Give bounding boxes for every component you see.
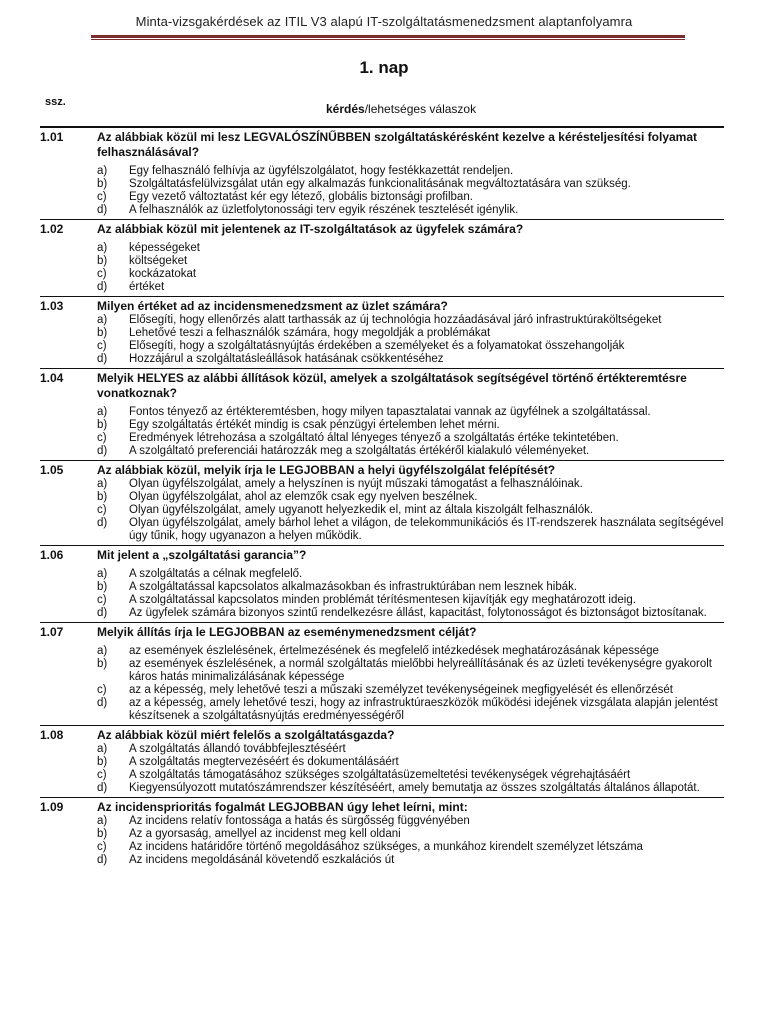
answer-option-letter: b): [97, 255, 108, 267]
answer-option-letter: b): [97, 419, 108, 431]
answer-option-text: Az incidens határidőre történő megoldásához szükséges, a munkához kirendelt személyzet létszáma: [129, 841, 643, 853]
answer-option: [97, 191, 724, 204]
question-row: [40, 725, 724, 797]
question-number: 1.08: [40, 728, 64, 742]
answer-option-letter: a): [97, 568, 108, 580]
answer-options: [97, 743, 724, 795]
answer-option-text: Az ügyfelek számára bizonyos szintű rendelkezésre állást, kapacitást, folytonosságot és biztonságot biztosítanak.: [129, 607, 707, 619]
answer-option-text: Hozzájárul a szolgáltatásleállások hatásának csökkentéséhez: [129, 353, 444, 365]
answer-option: [97, 568, 724, 581]
answer-option: [97, 697, 724, 723]
question-body: [97, 462, 724, 543]
answer-option: [97, 165, 724, 178]
answer-option-text: kockázatokat: [129, 268, 197, 280]
answer-option: [97, 255, 724, 268]
answer-option-text: A szolgáltatás állandó továbbfejlesztéséért: [129, 743, 346, 755]
answer-option-letter: c): [97, 340, 107, 352]
answer-option-text: az a képesség, mely lehetővé teszi a műszaki személyzet tevékenységeinek megfigyelését és ellenőrzését: [129, 684, 673, 696]
answer-option: [97, 782, 724, 795]
column-header-question-rest: /lehetséges válaszok: [364, 102, 477, 116]
answer-option-letter: d): [97, 204, 108, 216]
answer-option-text: Egy felhasználó felhívja az ügyfélszolgálatot, hogy festékkazettát rendeljen.: [129, 165, 514, 177]
answer-option-text: Elősegíti, hogy a szolgáltatásnyújtás érdekében a személyeket és a folyamatokat összehangolják: [129, 340, 625, 352]
answer-option-letter: a): [97, 406, 108, 418]
question-text: Milyen értéket ad az incidensmenedzsment az üzlet számára?: [97, 299, 448, 313]
question-body: [97, 298, 724, 366]
answer-option-text: Olyan ügyfélszolgálat, ahol az elemzők csak egy nyelven beszélnek.: [129, 491, 478, 503]
question-body: [97, 221, 724, 294]
column-header-number: ssz.: [45, 96, 66, 108]
answer-option: [97, 478, 724, 491]
answer-option-text: az események észlelésének, a normál szolgáltatás mielőbbi helyreállításának és az üzleti tevékenységre gyakorolt káros hatás minimalizálásának képessége: [129, 658, 712, 683]
answer-option: [97, 491, 724, 504]
answer-option-text: A szolgáltatás támogatásához szükséges szolgáltatásüzemeltetési tevékenységek végrehajtásáért: [129, 769, 631, 781]
question-text: Az alábbiak közül mit jelentenek az IT-szolgáltatások az ügyfelek számára?: [97, 222, 524, 236]
answer-option: [97, 684, 724, 697]
answer-option-letter: c): [97, 268, 107, 280]
question-text: Mit jelent a „szolgáltatási garancia”?: [97, 548, 307, 562]
question-row: [40, 368, 724, 460]
answer-option-text: A szolgáltatással kapcsolatos alkalmazásokban és infrastruktúrában nem lesznek hibák.: [129, 581, 578, 593]
answer-option-letter: d): [97, 281, 108, 293]
question-number: 1.03: [40, 299, 64, 313]
answer-option-letter: c): [97, 769, 107, 781]
question-text: Melyik állítás írja le LEGJOBBAN az eseménymenedzsment célját?: [97, 625, 477, 639]
answer-option-text: Olyan ügyfélszolgálat, amely bárhol lehet a világon, de telekommunikációs és IT-rendszerek használata segítségével úgy tűnik, hogy ugyanazon a helyen működik.: [129, 517, 724, 542]
answer-option: [97, 281, 724, 294]
answer-option-letter: a): [97, 314, 108, 326]
answer-option: [97, 815, 724, 828]
answer-option-text: Olyan ügyfélszolgálat, amely ugyanott helyezkedik el, mint az általa kiszolgált felhasználók.: [129, 504, 594, 516]
answer-options: [97, 242, 724, 294]
answer-option: [97, 828, 724, 841]
answer-option-text: képességeket: [129, 242, 200, 254]
answer-option-letter: b): [97, 327, 108, 339]
answer-option-text: Egy vezető változtatást kér egy létező, globális biztonsági profilban.: [129, 191, 473, 203]
answer-option-text: költségeket: [129, 255, 188, 267]
answer-option-text: Az incidens relatív fontossága a hatás és sürgősség függvényében: [129, 815, 470, 827]
answer-option: [97, 743, 724, 756]
question-body: [97, 799, 724, 867]
answer-option-letter: c): [97, 504, 107, 516]
question-number: 1.09: [40, 800, 64, 814]
answer-option-text: az a képesség, amely lehetővé teszi, hogy az infrastruktúraeszközök működési idejének vizsgálata alapján jelentést készítsenek a szolgáltatásnyújtás eredményességéről: [129, 697, 718, 722]
answer-options: [97, 165, 724, 217]
answer-options: [97, 568, 724, 620]
answer-option: [97, 769, 724, 782]
question-number: 1.01: [40, 130, 64, 144]
answer-options: [97, 645, 724, 723]
answer-option-letter: b): [97, 658, 108, 670]
question-row: [40, 126, 724, 219]
answer-option-letter: d): [97, 782, 108, 794]
question-text: Az alábbiak közül mi lesz LEGVALÓSZÍNŰBBEN szolgáltatáskérésként kezelve a kérésteljesítési folyamat felhasználásával?: [97, 130, 698, 159]
question-row: [40, 622, 724, 725]
answer-option-letter: d): [97, 517, 108, 529]
question-table: [40, 126, 724, 869]
answer-option-letter: b): [97, 756, 108, 768]
answer-options: [97, 406, 724, 458]
question-body: [97, 370, 724, 458]
answer-option-letter: a): [97, 242, 108, 254]
column-header-question-bold: kérdés: [326, 102, 365, 116]
question-row: [40, 296, 724, 368]
answer-option-letter: c): [97, 191, 107, 203]
answer-option-text: A felhasználók az üzletfolytonossági terv egyik részének tesztelését igénylik.: [129, 204, 519, 216]
answer-option: [97, 504, 724, 517]
question-number: 1.02: [40, 222, 64, 236]
answer-option: [97, 581, 724, 594]
answer-option-text: A szolgáltató preferenciái határozzák meg a szolgáltatás értékéről kialakuló véleményeket.: [129, 445, 590, 457]
answer-option-letter: d): [97, 445, 108, 457]
answer-option: [97, 204, 724, 217]
answer-option-letter: d): [97, 854, 108, 866]
question-body: [97, 547, 724, 620]
answer-option-letter: d): [97, 353, 108, 365]
answer-option-text: Az incidens megoldásánál követendő eszkalációs út: [129, 854, 395, 866]
answer-option-letter: b): [97, 491, 108, 503]
answer-option-letter: c): [97, 594, 107, 606]
question-text: Az alábbiak közül, melyik írja le LEGJOBBAN a helyi ügyfélszolgálat felépítését?: [97, 463, 556, 477]
document-header: Minta-vizsgakérdések az ITIL V3 alapú IT-szolgáltatásmenedzsment alaptanfolyamra: [135, 14, 633, 29]
question-number: 1.07: [40, 625, 64, 639]
answer-options: [97, 478, 724, 543]
question-row: [40, 460, 724, 545]
answer-option-letter: d): [97, 607, 108, 619]
question-body: [97, 727, 724, 795]
answer-option-letter: a): [97, 743, 108, 755]
question-text: Melyik HELYES az alábbi állítások közül, amelyek a szolgáltatások segítségével történő értékteremtésre vonatkoznak?: [97, 371, 687, 400]
answer-option-letter: a): [97, 165, 108, 177]
question-text: Az incidensprioritás fogalmát LEGJOBBAN úgy lehet leírni, mint:: [97, 800, 468, 814]
answer-option-letter: a): [97, 645, 108, 657]
question-row: [40, 219, 724, 296]
answer-option: [97, 242, 724, 255]
question-body: [97, 129, 724, 217]
answer-option-text: Olyan ügyfélszolgálat, amely a helyszínen is nyújt műszaki támogatást a felhasználóinak.: [129, 478, 583, 490]
answer-option: [97, 445, 724, 458]
answer-option-text: A szolgáltatás megtervezéséért és dokumentálásáért: [129, 756, 399, 768]
question-number: 1.05: [40, 463, 64, 477]
header-rule: [91, 35, 685, 40]
answer-option-letter: b): [97, 828, 108, 840]
answer-option: [97, 268, 724, 281]
answer-option-text: Fontos tényező az értékteremtésben, hogy milyen tapasztalatai vannak az ügyfélnek a szolgáltatással.: [129, 406, 651, 418]
answer-options: [97, 815, 724, 867]
answer-option: [97, 594, 724, 607]
answer-option: [97, 854, 724, 867]
answer-option: [97, 658, 724, 684]
answer-option-letter: b): [97, 581, 108, 593]
answer-option-text: az események észlelésének, értelmezésének és megfelelő intézkedések meghatározásának képessége: [129, 645, 659, 657]
answer-option: [97, 406, 724, 419]
answer-option: [97, 432, 724, 445]
answer-option: [97, 178, 724, 191]
question-row: [40, 797, 724, 869]
answer-option-text: értéket: [129, 281, 165, 293]
question-body: [97, 624, 724, 723]
answer-option: [97, 841, 724, 854]
answer-option-text: Elősegíti, hogy ellenőrzés alatt tarthassák az új technológia hozzáadásával járó infrastruktúraköltségeket: [129, 314, 662, 326]
answer-option: [97, 607, 724, 620]
answer-option-text: Eredmények létrehozása a szolgáltató által lényeges tényező a szolgáltatás értéke tekintetében.: [129, 432, 619, 444]
question-number: 1.04: [40, 371, 64, 385]
answer-option: [97, 314, 724, 327]
question-row: [40, 545, 724, 622]
answer-option: [97, 340, 724, 353]
answer-option-text: Egy szolgáltatás értékét mindig is csak pénzügyi értelemben lehet mérni.: [129, 419, 500, 431]
answer-option-letter: b): [97, 178, 108, 190]
answer-option: [97, 756, 724, 769]
answer-option: [97, 327, 724, 340]
answer-option-letter: c): [97, 432, 107, 444]
answer-option-letter: a): [97, 478, 108, 490]
answer-options: [97, 314, 724, 366]
column-header-question: [326, 102, 476, 116]
answer-option-text: Szolgáltatásfelülvizsgálat után egy alkalmazás funkcionalitásának megváltoztatására van szükség.: [129, 178, 631, 190]
answer-option: [97, 517, 724, 543]
answer-option: [97, 419, 724, 432]
answer-option-letter: d): [97, 697, 108, 709]
answer-option-text: A szolgáltatással kapcsolatos minden problémát térítésmentesen kijavítják egy meghatározott ideig.: [129, 594, 636, 606]
answer-option-text: Lehetővé teszi a felhasználók számára, hogy megoldják a problémákat: [129, 327, 491, 339]
answer-option-letter: c): [97, 841, 107, 853]
day-title: 1. nap: [359, 58, 409, 77]
answer-option: [97, 353, 724, 366]
answer-option-text: Az a gyorsaság, amellyel az incidenst meg kell oldani: [129, 828, 401, 840]
answer-option-letter: c): [97, 684, 107, 696]
answer-option-letter: a): [97, 815, 108, 827]
answer-option-text: A szolgáltatás a célnak megfelelő.: [129, 568, 303, 580]
question-text: Az alábbiak közül miért felelős a szolgáltatásgazda?: [97, 728, 395, 742]
answer-option-text: Kiegyensúlyozott mutatószámrendszer készítéséért, amely bemutatja az összes szolgáltatás általános állapotát.: [129, 782, 700, 794]
answer-option: [97, 645, 724, 658]
question-number: 1.06: [40, 548, 64, 562]
